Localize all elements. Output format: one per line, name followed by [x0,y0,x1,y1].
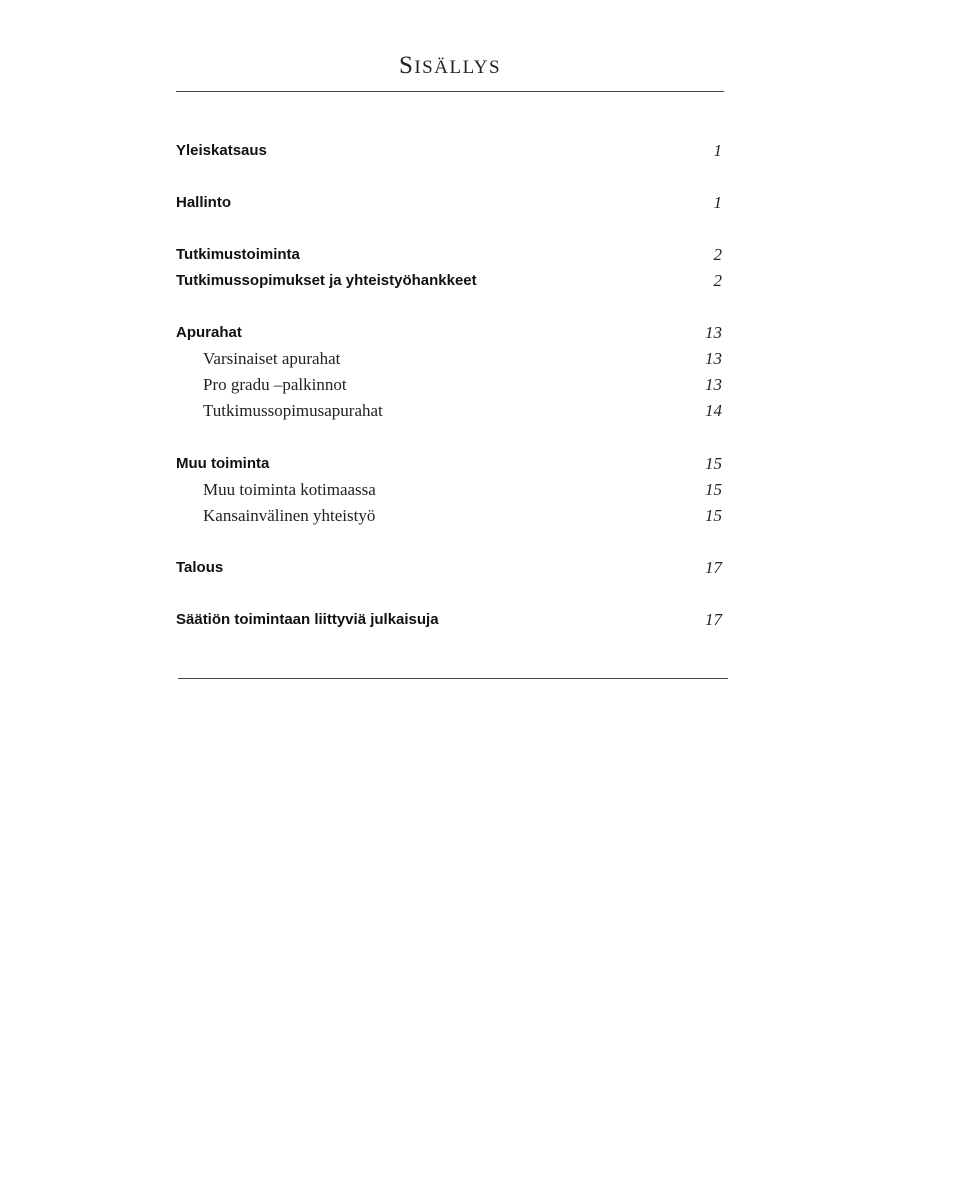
toc-entry-label: Yleiskatsaus [176,142,267,159]
top-divider [176,91,724,92]
toc-entry-page: 2 [713,271,722,290]
toc-entry-label: Varsinaiset apurahat [203,349,341,368]
toc-entry-label: Talous [176,559,224,576]
toc-entry-pro-gradu[interactable] [176,375,724,399]
toc-entry-label: Pro gradu –palkinnot [203,375,347,394]
toc-entry-apurahat[interactable] [176,323,724,347]
toc-entry-label: Hallinto [176,194,231,211]
toc-entry-page: 14 [705,401,722,420]
toc-entry-label: Tutkimussopimusapurahat [203,401,383,420]
toc-entry-julkaisuja[interactable] [176,610,724,634]
toc-entry-kansainvalinen-yhteistyo[interactable] [176,506,724,530]
toc-entry-label: Kansainvälinen yhteistyö [203,506,376,525]
toc-entry-label: Tutkimustoiminta [176,246,300,263]
toc-entry-tutkimussopimusapurahat[interactable] [176,401,724,425]
toc-entry-talous[interactable] [176,558,724,582]
toc-entry-page: 1 [713,141,722,160]
toc-entry-label: Muu toiminta kotimaassa [203,480,376,499]
toc-entry-hallinto[interactable] [176,193,724,217]
bottom-divider [178,678,728,679]
toc-entry-tutkimussopimukset[interactable] [176,271,724,295]
toc-entry-label: Tutkimussopimukset ja yhteistyöhankkeet [176,272,477,289]
toc-entry-tutkimustoiminta[interactable] [176,245,724,269]
toc-entry-muu-toiminta-kotimaassa[interactable] [176,480,724,504]
toc-entry-yleiskatsaus[interactable] [176,141,724,165]
toc-entry-label: Säätiön toimintaan liittyviä julkaisuja [176,611,439,628]
toc-entry-label: Apurahat [176,324,242,341]
toc-entry-page: 2 [713,245,722,264]
toc-entry-page: 17 [705,558,722,577]
toc-entry-page: 13 [705,323,722,342]
page-title-initial: S [398,52,415,79]
toc-entry-page: 13 [705,375,722,394]
toc-entry-page: 13 [705,349,722,368]
toc-entry-page: 15 [705,454,722,473]
toc-entry-muu-toiminta[interactable] [176,454,724,478]
toc-entry-page: 1 [713,193,722,212]
toc-entry-page: 17 [705,610,722,629]
page-title-rest: ISÄLLYS [414,57,502,78]
toc-entry-page: 15 [705,506,722,525]
page-title [0,52,900,80]
toc-entry-label: Muu toiminta [176,455,270,472]
toc-entry-varsinaiset-apurahat[interactable] [176,349,724,373]
toc-entry-page: 15 [705,480,722,499]
